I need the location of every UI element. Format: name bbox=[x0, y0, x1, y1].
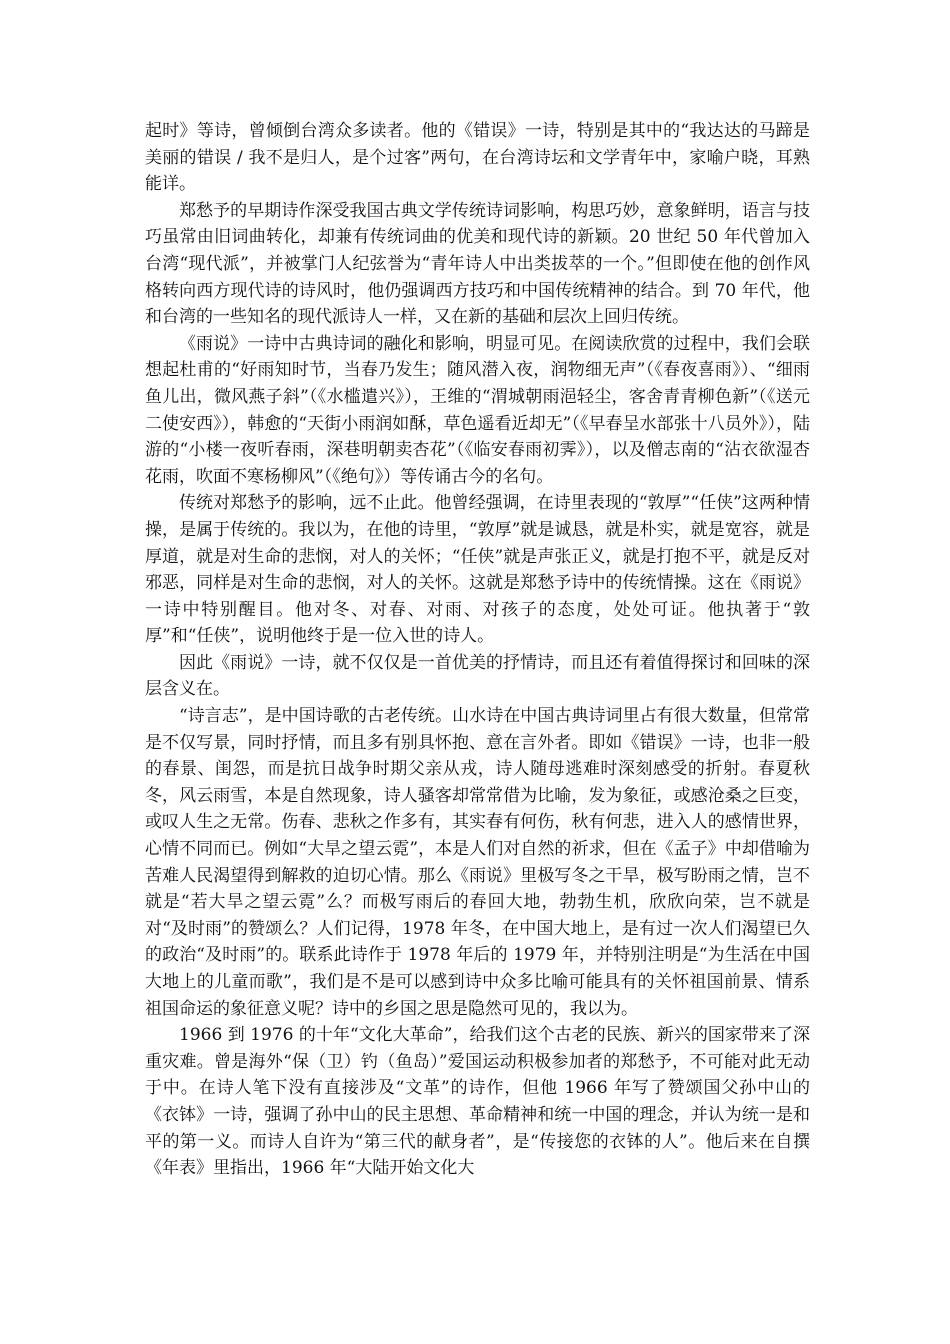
paragraph-3: 《雨说》一诗中古典诗词的融化和影响，明显可见。在阅读欣赏的过程中，我们会联想起杜甫的“好雨知时节，当春乃发生；随风潜入夜，润物细无声”（《春夜喜雨》）、“细雨鱼儿出，微风燕子斜”（《水槛遣兴》），王维的“渭城朝雨浥轻尘，客舍青青柳色新”（《送元二使安西》），韩愈的“天街小雨润如酥，草色遥看近却无”（《早春呈水部张十八员外》），陆游的“小楼一夜听春雨，深巷明朝卖杏花”（《临安春雨初霁》），以及僧志南的“沾衣欲湿杏花雨，吹面不寒杨柳风”（《绝句》）等传诵古今的名句。 bbox=[145, 333, 810, 487]
paragraph-6: “诗言志”，是中国诗歌的古老传统。山水诗在中国古典诗词里占有很大数量，但常常是不仅写景，同时抒情，而且多有别具怀抱、意在言外者。即如《错误》一诗，也非一般的春景、闺怨，而是抗日战争时期父亲从戎，诗人随母逃难时深刻感受的折射。春夏秋冬，风云雨雪，本是自然现象，诗人骚客却常常借为比喻，发为象征，或感沧桑之巨变，或叹人生之无常。伤春、悲秋之作多有，其实春有何伤，秋有何悲，进入人的感情世界，心情不同而已。例如“大旱之望云霓”，本是人们对自然的祈求，但在《孟子》中却借喻为苦难人民渴望得到解救的迫切心情。那么《雨说》里极写冬之干旱，极写盼雨之情，岂不就是“若大旱之望云霓”么？而极写雨后的春回大地，勃勃生机，欣欣向荣，岂不就是对“及时雨”的赞颂么？人们记得，1978 年冬，在中国大地上，是有过一次人们渴望已久的政治“及时雨”的。联系此诗作于 1978 年后的 1979 年，并特别注明是“为生活在中国大地上的儿童而歌”，我们是不是可以感到诗中众多比喻可能具有的关怀祖国前景、情系祖国命运的象征意义呢？诗中的乡国之思是隐然可见的，我以为。 bbox=[145, 706, 810, 1019]
paragraph-4: 传统对郑愁予的影响，远不止此。他曾经强调，在诗里表现的“敦厚”“任侠”这两种情操，是属于传统的。我以为，在他的诗里，“敦厚”就是诚恳，就是朴实，就是宽容，就是厚道，就是对生命的悲悯，对人的关怀；“任侠”就是声张正义，就是打抱不平，就是反对邪恶，同样是对生命的悲悯，对人的关怀。这就是郑愁予诗中的传统情操。这在《雨说》一诗中特别醒目。他对冬、对春、对雨、对孩子的态度，处处可证。他执著于“敦厚”和“任侠”，说明他终于是一位入世的诗人。 bbox=[145, 493, 810, 647]
document-body bbox=[145, 118, 810, 1182]
paragraph-5: 因此《雨说》一诗，就不仅仅是一首优美的抒情诗，而且还有着值得探讨和回味的深层含义在。 bbox=[145, 652, 810, 700]
paragraph-2: 郑愁予的早期诗作深受我国古典文学传统诗词影响，构思巧妙，意象鲜明，语言与技巧虽常由旧词曲转化，却兼有传统词曲的优美和现代诗的新颖。20 世纪 50 年代曾加入台湾“现代派”，并被掌门人纪弦誉为“青年诗人中出类拔萃的一个。”但即使在他的创作风格转向西方现代诗的诗风时，他仍强调西方技巧和中国传统精神的结合。到 70 年代，他和台湾的一些知名的现代派诗人一样，又在新的基础和层次上回归传统。 bbox=[145, 200, 810, 328]
paragraph-7: 1966 到 1976 的十年“文化大革命”，给我们这个古老的民族、新兴的国家带来了深重灾难。曾是海外“保（卫）钓（鱼岛）”爱国运动积极参加者的郑愁予，不可能对此无动于中。在诗人笔下没有直接涉及“文革”的诗作，但他 1966 年写了赞颂国父孙中山的《衣钵》一诗，强调了孙中山的民主思想、革命精神和统一中国的理念，并认为统一是和平的第一义。而诗人自许为“第三代的献身者”，是“传接您的衣钵的人”。他后来在自撰《年表》里指出，1966 年“大陆开始文化大 bbox=[145, 1025, 810, 1179]
paragraph-1-continued: 起时》等诗，曾倾倒台湾众多读者。他的《错误》一诗，特别是其中的“我达达的马蹄是美丽的错误 / 我不是归人，是个过客”两句，在台湾诗坛和文学青年中，家喻户晓，耳熟能详。 bbox=[145, 121, 810, 195]
